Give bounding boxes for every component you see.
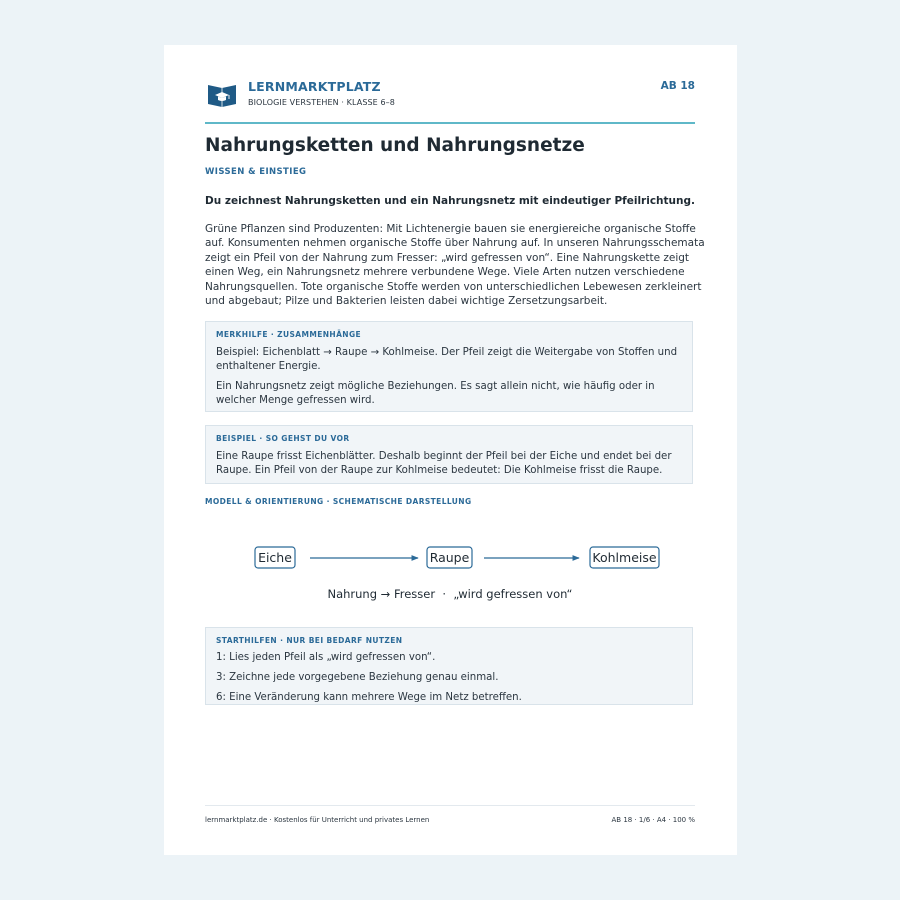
section-kicker: WISSEN & EINSTIEG: [205, 167, 307, 177]
model-label: MODELL & ORIENTIERUNG · SCHEMATISCHE DARSTELLUNG: [205, 497, 472, 506]
food-chain-diagram: [164, 535, 737, 615]
intro-text: Grüne Pflanzen sind Produzenten: Mit Lichtenergie bauen sie energiereiche organische Stoffe auf. Konsumenten nehmen organische Stoffe über Nahrung auf. In unseren Nahrungsschemata zeigt ein Pfeil von der Nahrung zum Fresser: „wird gefressen von“. Eine Nahrungskette zeigt einen Weg, ein Nahrungsnetz mehrere verbundene Wege. Viele Arten nutzen verschiedene Nahrungsquellen. Tote organische Stoffe werden von unterschiedlichen Lebewesen zerkleinert und abgebaut; Pilze und Bakterien leisten dabei wichtige Zersetzungsarbeit.: [205, 223, 705, 308]
starthilfe-item: 1: Lies jeden Pfeil als „wird gefressen von“.: [216, 652, 436, 663]
page-title: Nahrungsketten und Nahrungsnetze: [205, 135, 585, 156]
starthilfe-item: 3: Zeichne jede vorgegebene Beziehung genau einmal.: [216, 672, 499, 683]
learning-goal: Du zeichnest Nahrungsketten und ein Nahrungsnetz mit eindeutiger Pfeilrichtung.: [205, 195, 695, 207]
starthilfen-box: [205, 627, 693, 705]
sheet-id: AB 18: [660, 80, 695, 92]
beispiel-label: BEISPIEL · SO GEHST DU VOR: [216, 434, 350, 443]
merkhilfe-text-2: Ein Nahrungsnetz zeigt mögliche Beziehungen. Es sagt allein nicht, wie häufig oder in welcher Menge gefressen wird.: [216, 381, 655, 406]
beispiel-box: [205, 425, 693, 484]
book-graduation-cap-icon: [207, 82, 237, 108]
merkhilfe-label: MERKHILFE · ZUSAMMENHÄNGE: [216, 330, 362, 339]
beispiel-text: Eine Raupe frisst Eichenblätter. Deshalb beginnt der Pfeil bei der Eiche und endet bei der Raupe. Ein Pfeil von der Raupe zur Kohlmeise bedeutet: Die Kohlmeise frisst die Raupe.: [216, 451, 672, 476]
node-kohlmeise-label: Kohlmeise: [592, 550, 657, 565]
diagram-caption: Nahrung → Fresser · „wird gefressen von“: [327, 587, 573, 601]
node-eiche-label: Eiche: [258, 550, 292, 565]
starthilfen-label: STARTHILFEN · NUR BEI BEDARF NUTZEN: [216, 636, 403, 645]
footer-right: AB 18 · 1/6 · A4 · 100 %: [611, 816, 695, 824]
footer-left: lernmarktplatz.de · Kostenlos für Unterricht und privates Lernen: [205, 816, 430, 824]
brand-name: LERNMARKTPLATZ: [248, 79, 381, 94]
merkhilfe-box: [205, 321, 693, 412]
brand-subtitle: BIOLOGIE VERSTEHEN · KLASSE 6–8: [248, 98, 395, 107]
node-raupe-label: Raupe: [429, 550, 470, 565]
worksheet-page: [164, 45, 737, 855]
merkhilfe-text-1: Beispiel: Eichenblatt → Raupe → Kohlmeise. Der Pfeil zeigt die Weitergabe von Stoffen und enthaltener Energie.: [216, 347, 678, 372]
starthilfe-item: 6: Eine Veränderung kann mehrere Wege im Netz betreffen.: [216, 692, 522, 703]
page-header: [205, 78, 695, 124]
footer-divider: [205, 805, 695, 806]
